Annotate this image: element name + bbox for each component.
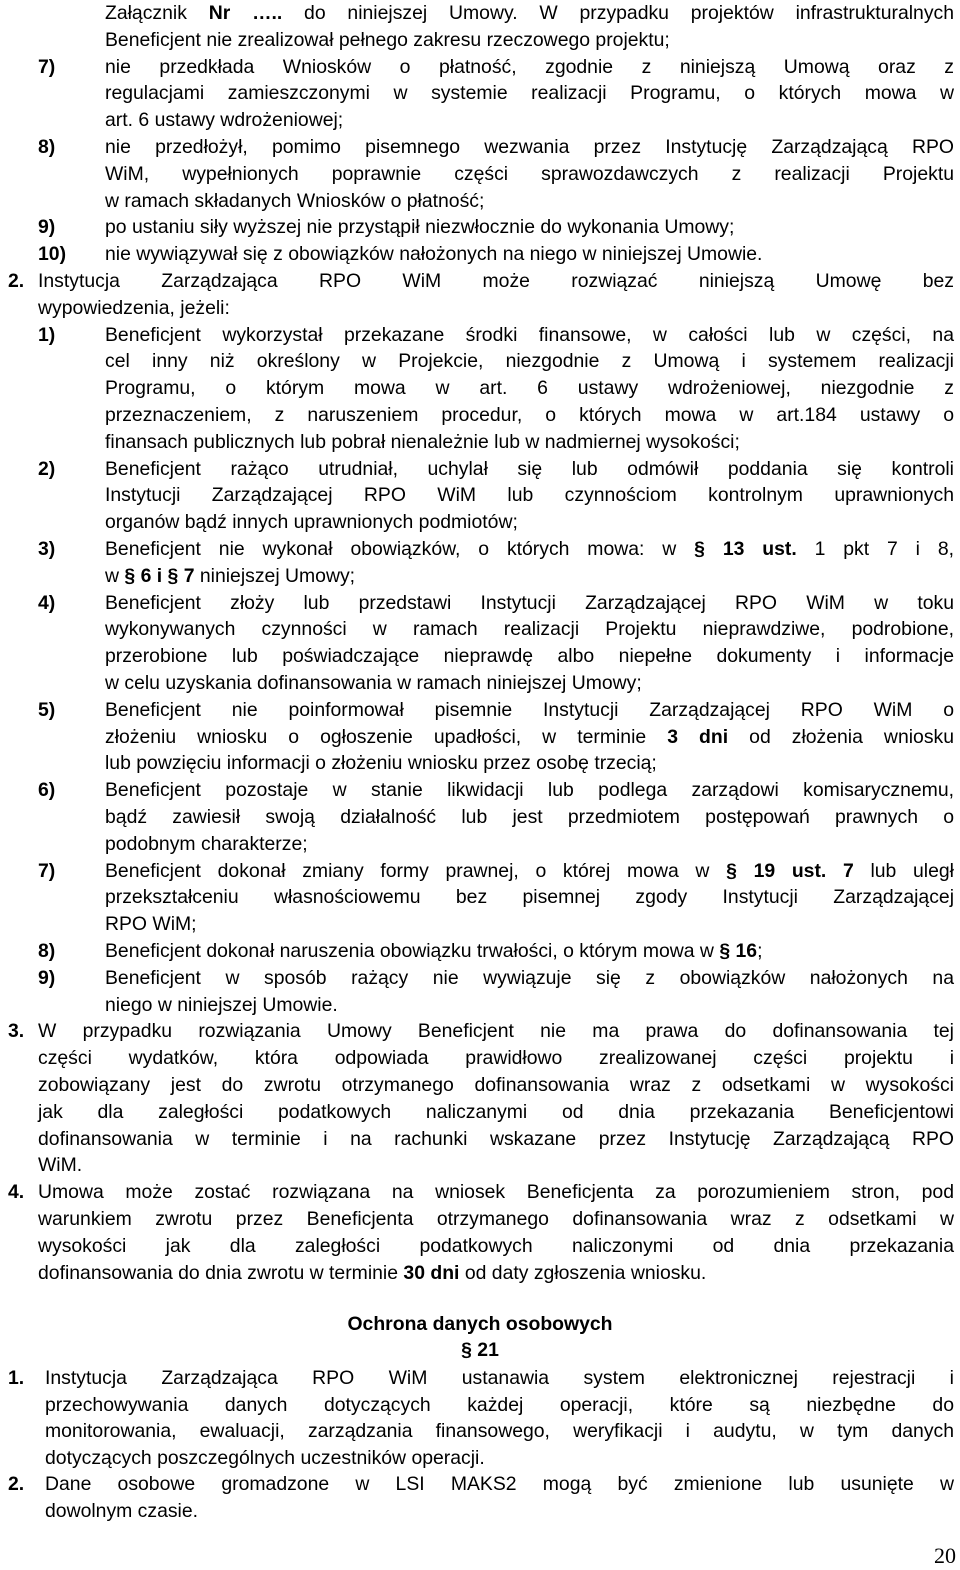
section-text: dofinansowania do dnia zwrotu w terminie 30 dni od daty zgłoszenia wniosku. <box>38 1261 707 1284</box>
section-text: warunkiem zwrotu przez Beneficjenta otrzymanego dofinansowania wraz z odsetkami w <box>38 1208 954 1230</box>
section-text: przechowywania danych dotyczących każdej operacji, które są niezbędne do <box>45 1393 954 1416</box>
item-number: 9) <box>38 216 56 239</box>
page-number: 20 <box>934 1543 956 1568</box>
section-text: wysokości jak dla zaległości podatkowych naliczonymi od dnia przekazania <box>38 1234 954 1257</box>
section-text: WiM. <box>38 1154 83 1177</box>
item-text: RPO WiM; <box>105 913 197 936</box>
item-text: organów bądź innych uprawnionych podmiotów; <box>105 511 518 534</box>
item-text: bądź zawiesił swoją działalność lub jest przedmiotem postępowań prawnych o <box>105 806 954 828</box>
section-text: dotyczących poszczególnych uczestników operacji. <box>45 1446 485 1469</box>
item-text: przerobione lub poświadczające nieprawdę albo niepełne dokumenty i informacje <box>105 645 954 668</box>
intro-line <box>0 0 960 27</box>
section-number: 2. <box>8 1473 25 1495</box>
item-text: Beneficjent wykorzystał przekazane środki finansowe, w całości lub w części, na <box>105 323 954 346</box>
item-text: wykonywanych czynności w ramach realizacji Projektu nieprawdziwe, podrobione, <box>105 618 954 641</box>
text: Załącznik <box>105 2 209 24</box>
item-text: cel inny niż określony w Projekcie, niezgodnie z Umową i systemem realizacji <box>105 350 954 373</box>
item-text: Beneficjent rażąco utrudniał, uchylał się lub odmówił poddania się kontroli <box>105 457 954 480</box>
item-text: Beneficjent pozostaje w stanie likwidacji lub podlega zarządowi komisarycznemu, <box>105 779 954 802</box>
item-text: Beneficjent dokonał naruszenia obowiązku trwałości, o którym mowa w § 16; <box>105 940 763 962</box>
intro-line: Beneficjent nie zrealizował pełnego zakresu rzeczowego projektu; <box>105 28 670 51</box>
item-text: przekształceniu własnościowemu bez pisemnej zgody Instytucji Zarządzającej <box>105 886 954 909</box>
item-number: 6) <box>38 779 56 802</box>
bold-text: Nr ….. <box>208 2 283 24</box>
item-text: Beneficjent nie poinformował pisemnie Instytucji Zarządzającej RPO WiM o <box>105 698 954 721</box>
section-number: 4. <box>8 1181 25 1204</box>
section-heading: Ochrona danych osobowych <box>347 1313 613 1335</box>
item-number: 8) <box>38 940 56 962</box>
section-number: 3. <box>8 1020 25 1043</box>
item-text: po ustaniu siły wyższej nie przystąpił niezwłocznie do wykonania Umowy; <box>105 216 735 239</box>
item-number: 4) <box>38 591 56 614</box>
section-text: dofinansowania w terminie i na rachunki wskazane przez Instytucję Zarządzającą RPO <box>38 1127 954 1150</box>
item-text: przeznaczeniem, z naruszeniem procedur, o których mowa w art.184 ustawy o <box>105 404 954 426</box>
item-text: Programu, o którym mowa w art. 6 ustawy wdrożeniowej, niezgodnie z <box>105 377 954 400</box>
item-text: nie przedłożył, pomimo pisemnego wezwania przez Instytucję Zarządzającą RPO <box>105 136 954 158</box>
section-text: wypowiedzenia, jeżeli: <box>38 296 230 319</box>
item-text: art. 6 ustawy wdrożeniowej; <box>105 109 344 132</box>
item-number: 9) <box>38 966 56 989</box>
text: do niniejszej Umowy. W przypadku projektów infrastrukturalnych <box>282 2 954 24</box>
item-text: Beneficjent nie wykonał obowiązków, o których mowa: w § 13 ust. 1 pkt 7 i 8, <box>105 538 955 560</box>
item-text: Beneficjent złoży lub przedstawi Instytucji Zarządzającej RPO WiM w toku <box>105 591 954 614</box>
item-text: nie przedkłada Wniosków o płatność, zgodnie z niniejszą Umową oraz z <box>105 55 954 78</box>
item-text: nie wywiązywał się z obowiązków nałożonych na niego w niniejszej Umowie. <box>105 243 763 266</box>
item-number: 5) <box>38 698 56 721</box>
section-number: 1. <box>8 1367 25 1389</box>
paragraph-number: § 21 <box>461 1339 499 1361</box>
section-text: Instytucja Zarządzająca RPO WiM ustanawia system elektronicznej rejestracji i <box>45 1367 954 1389</box>
item-text: w § 6 i § 7 niniejszej Umowy; <box>105 564 356 587</box>
section-text: Umowa może zostać rozwiązana na wniosek Beneficjenta za porozumieniem stron, pod <box>38 1181 954 1204</box>
section-text: monitorowania, ewaluacji, zarządzania finansowego, weryfikacji i audytu, w tym danych <box>45 1420 954 1442</box>
section-text: Instytucja Zarządzająca RPO WiM może rozwiązać niniejszą Umowę bez <box>38 270 954 292</box>
section-text: jak dla zaległości podatkowych naliczanymi od dnia przekazania Beneficjentowi <box>38 1100 954 1123</box>
item-text: podobnym charakterze; <box>105 832 308 855</box>
item-text: finansach publicznych lub pobrał nienależnie lub w nadmiernej wysokości; <box>105 430 740 453</box>
item-number: 8) <box>38 136 56 158</box>
section-number: 2. <box>8 270 25 292</box>
item-number: 1) <box>38 323 56 346</box>
item-text: Instytucji Zarządzającej RPO WiM lub czynnościom kontrolnym uprawnionych <box>105 484 954 507</box>
item-text: regulacjami zamieszczonymi w systemie realizacji Programu, o których mowa w <box>105 82 954 105</box>
item-number: 7) <box>38 55 56 78</box>
item-text: złożeniu wniosku o ogłoszenie upadłości, w terminie 3 dni od złożenia wniosku <box>105 725 954 748</box>
item-number: 7) <box>38 859 56 882</box>
item-text: Beneficjent dokonał zmiany formy prawnej, o której mowa w § 19 ust. 7 lub uległ <box>105 859 954 882</box>
item-text: niego w niniejszej Umowie. <box>105 993 338 1016</box>
item-number: 2) <box>38 457 56 480</box>
section-text: W przypadku rozwiązania Umowy Beneficjent nie ma prawa do dofinansowania tej <box>38 1020 954 1043</box>
item-text: WiM, wypełnionych poprawnie części sprawozdawczych z realizacji Projektu <box>105 162 954 185</box>
section-text: zobowiązany jest do zwrotu otrzymanego dofinansowania wraz z odsetkami w wysokości <box>38 1074 954 1096</box>
section-text: dowolnym czasie. <box>45 1499 199 1522</box>
section-text: Dane osobowe gromadzone w LSI MAKS2 mogą być zmienione lub usunięte w <box>45 1473 954 1495</box>
section-text: części wydatków, która odpowiada prawidłowo zrealizowanej części projektu i <box>38 1047 954 1070</box>
item-text: Beneficjent w sposób rażący nie wywiązuje się z obowiązków nałożonych na <box>105 966 954 989</box>
item-text: w celu uzyskania dofinansowania w ramach niniejszej Umowy; <box>105 672 642 694</box>
item-text: w ramach składanych Wniosków o płatność; <box>105 189 485 212</box>
item-number: 10) <box>38 243 67 266</box>
item-number: 3) <box>38 538 56 560</box>
item-text: lub powzięciu informacji o złożeniu wniosku przez osobę trzecią; <box>105 752 657 775</box>
